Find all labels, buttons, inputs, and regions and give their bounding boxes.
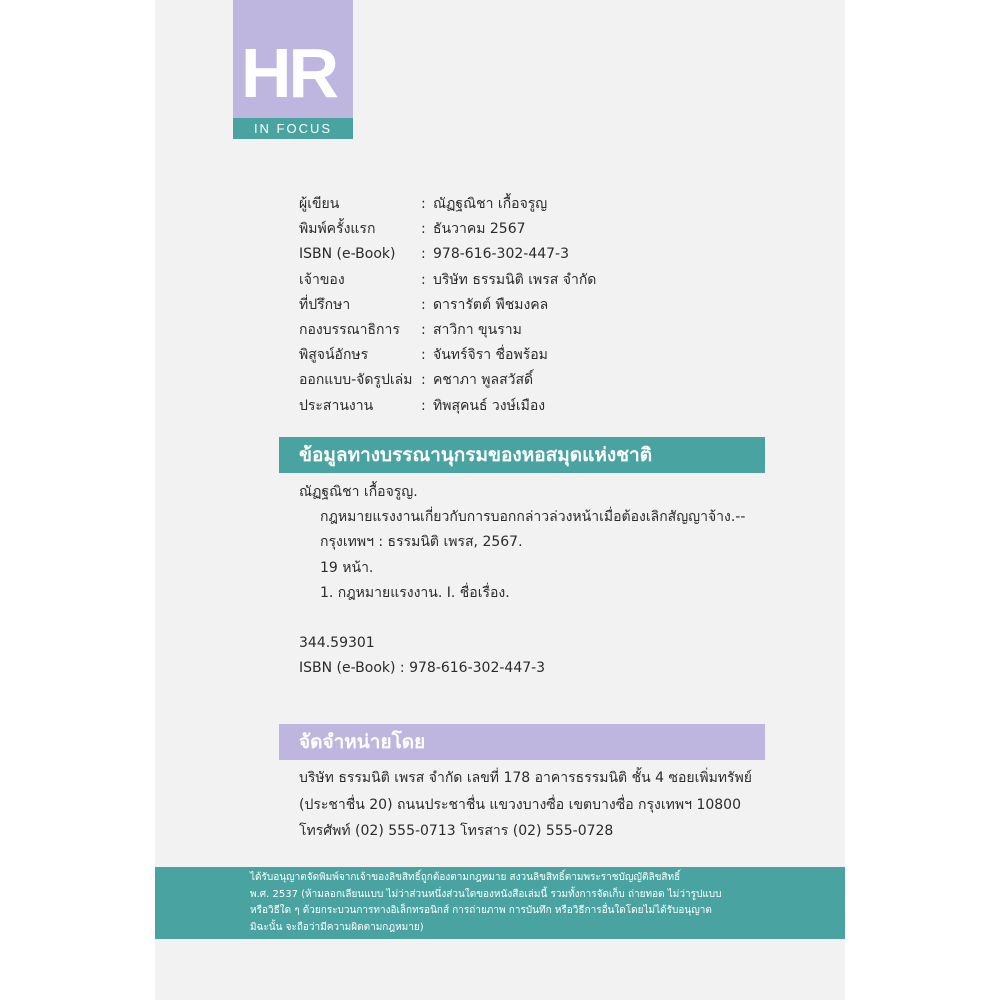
credit-value: ธันวาคม 2567 (433, 221, 526, 238)
credit-value: จันทร์จิรา ชื่อพร้อม (433, 347, 548, 364)
credit-value: บริษัท ธรรมนิติ เพรส จำกัด (433, 271, 597, 288)
copyright-notice-line-2: พ.ศ. 2537 (ห้ามลอกเลียนแบบ ไม่ว่าส่วนหนึ่งส่วนใดของหนังสือเล่มนี้ รวมทั้งการจัดเก็บ ถ่ายทอด ไม่ว่ารูปแบบ (250, 888, 722, 900)
credit-colon: : (421, 296, 426, 313)
catalog-isbn: ISBN (e-Book) : 978-616-302-447-3 (299, 660, 546, 677)
catalog-publisher: กรุงเทพฯ : ธรรมนิติ เพรส, 2567. (320, 534, 523, 551)
credit-colon: : (421, 397, 426, 414)
credit-value: 978-616-302-447-3 (433, 246, 570, 263)
credit-colon: : (421, 271, 426, 288)
book-page (155, 0, 845, 1000)
credit-value: ณัฏฐณิชา เกื้อจรูญ (433, 196, 548, 212)
credit-row (299, 217, 596, 242)
copyright-notice-line-1: ได้รับอนุญาตจัดพิมพ์จากเจ้าของลิขสิทธิ์ถูกต้องตามกฎหมาย สงวนลิขสิทธิ์ตามพระราชบัญญัติลิขสิทธิ์ (250, 872, 681, 883)
credits-list (299, 192, 596, 419)
distributor-info (299, 765, 759, 845)
copyright-notice-line-3: หรือวิธีใด ๆ ด้วยกระบวนการทางอิเล็กทรอนิกส์ การถ่ายภาพ การบันทึก หรือวิธีการอื่นใดโดยไม่ได้รับอนุญาต (250, 905, 712, 916)
credit-row (299, 293, 596, 318)
credit-row (299, 192, 596, 217)
logo-in-focus-text: IN FOCUS (233, 118, 353, 139)
distributor-heading: จัดจำหน่ายโดย (279, 724, 765, 760)
credit-value: คชาภา พูลสวัสดิ์ (433, 372, 534, 389)
catalog-pages: 19 หน้า. (320, 559, 374, 576)
credit-label: เจ้าของ (299, 271, 345, 288)
credit-colon: : (421, 221, 426, 238)
credit-value: สาวิกา ขุนราม (433, 321, 522, 338)
credit-value: ดารารัตต์ พืชมงคล (433, 296, 549, 313)
logo-hr-text: HR (241, 34, 337, 112)
credit-colon: : (421, 372, 426, 389)
logo-top-block (233, 0, 353, 118)
credit-colon: : (421, 321, 426, 338)
credit-label: พิสูจน์อักษร (299, 347, 369, 364)
credit-label: พิมพ์ครั้งแรก (299, 221, 376, 238)
hr-in-focus-logo (233, 0, 353, 139)
credit-value: ทิพสุคนธ์ วงษ์เมือง (433, 397, 546, 414)
credit-row (299, 268, 596, 293)
distributor-contact: โทรศัพท์ (02) 555-0713 โทรสาร (02) 555-0728 (299, 823, 614, 839)
credit-label: ที่ปรึกษา (299, 296, 351, 313)
catalog-record (299, 480, 745, 682)
credit-label: ออกแบบ-จัดรูปเล่ม (299, 372, 413, 389)
catalog-author: ณัฏฐณิชา เกื้อจรูญ. (299, 484, 418, 500)
credit-label: ผู้เขียน (299, 196, 340, 212)
copyright-notice-line-4: มิฉะนั้น จะถือว่ามีความผิดตามกฎหมาย) (250, 921, 424, 933)
credit-label: ประสานงาน (299, 397, 374, 414)
catalog-heading: ข้อมูลทางบรรณานุกรมของหอสมุดแห่งชาติ (279, 437, 765, 473)
credit-row (299, 343, 596, 368)
distributor-address-line-1: บริษัท ธรรมนิติ เพรส จำกัด เลขที่ 178 อาคารธรรมนิติ ชั้น 4 ซอยเพิ่มทรัพย์ (299, 770, 752, 786)
credit-row (299, 368, 596, 393)
credit-label: กองบรรณาธิการ (299, 321, 400, 338)
credit-colon: : (421, 347, 426, 364)
catalog-subjects: 1. กฎหมายแรงงาน. I. ชื่อเรื่อง. (320, 584, 510, 601)
credit-colon: : (421, 196, 426, 212)
credit-label: ISBN (e-Book) (299, 246, 396, 263)
copyright-notice-band (155, 867, 845, 939)
catalog-title: กฎหมายแรงงานเกี่ยวกับการบอกกล่าวล่วงหน้าเมื่อต้องเลิกสัญญาจ้าง.-- (320, 509, 746, 526)
catalog-spacer (299, 606, 745, 631)
copyright-notice (250, 870, 760, 936)
distributor-address-line-2: (ประชาชื่น 20) ถนนประชาชื่น แขวงบางซื่อ เขตบางซื่อ กรุงเทพฯ 10800 (299, 796, 741, 813)
credit-row (299, 242, 596, 267)
credit-row (299, 318, 596, 343)
credit-colon: : (421, 246, 426, 263)
credit-row (299, 394, 596, 419)
catalog-classification: 344.59301 (299, 635, 375, 652)
